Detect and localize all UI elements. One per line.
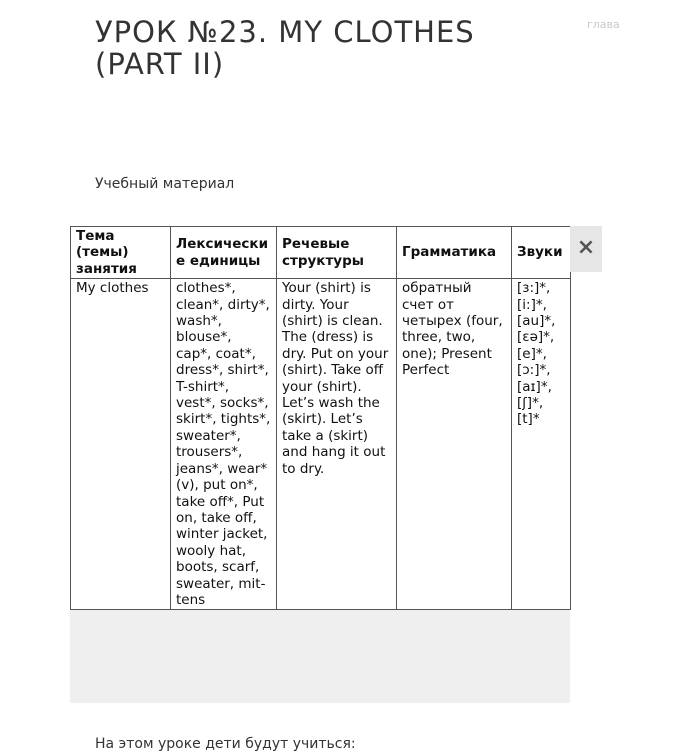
cell-topic: My clothes <box>71 279 171 610</box>
lesson-goals-text: На этом уроке дети будут учиться: <box>95 736 356 752</box>
header-grammar: Грамматика <box>397 227 512 279</box>
cell-speech-structures: Your (shirt) is dirty. Your (shirt) is clean. The (dress) is dry. Put on your (shirt). Take off your (shirt). Let’s wash the (skirt). Let’s take a (skirt) and hang it out to dry. <box>277 279 397 610</box>
header-speech-structures: Речевые структуры <box>277 227 397 279</box>
page-title: УРОК №23. MY CLOTHES (PART II) <box>95 15 475 81</box>
cell-grammar: обратный счет от четырех (four, three, two, one); Present Perfect <box>397 279 512 610</box>
cell-sounds: [ɜ:]*, [i:]*, [au]*, [ɛə]*, [e]*, [ɔ:]*, [aɪ]*, [ʃ]*, [t]* <box>512 279 571 610</box>
header-lexical-units: Лексически е единицы <box>171 227 277 279</box>
study-material-label: Учебный материал <box>95 176 235 192</box>
close-icon[interactable]: × <box>570 226 602 272</box>
cell-lexical-units: clothes*, clean*, dirty*, wash*, blouse*, cap*, coat*, dress*, shirt*, T-shirt*, vest*, socks*, skirt*, tights*, sweater*, trousers*, jeans*, wear* (v), put on*, take off*, Put on, take off, winter jacket, wooly hat, boots, scarf, sweater, mit-tens <box>171 279 277 610</box>
header-sounds: Звуки <box>512 227 571 279</box>
lesson-table-container <box>70 226 570 703</box>
header-topic: Тема (темы) занятия <box>71 227 171 279</box>
lesson-table <box>70 226 571 610</box>
table-row <box>71 279 571 610</box>
table-header-row <box>71 227 571 279</box>
chapter-link[interactable]: глава <box>587 18 620 31</box>
